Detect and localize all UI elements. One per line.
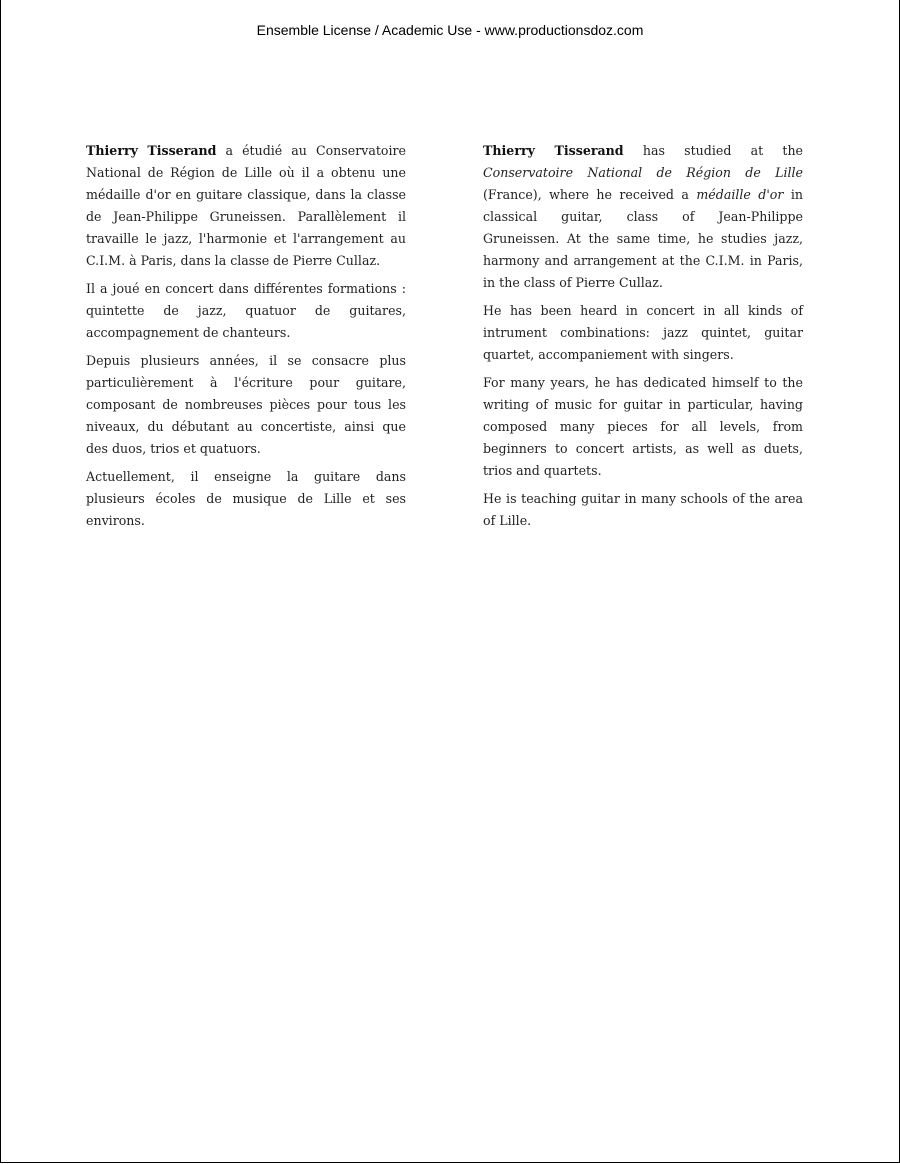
english-paragraph-1-text: (France), where he received a — [483, 187, 697, 202]
composer-name: Thierry Tisserand — [86, 143, 217, 158]
english-paragraph-1 — [483, 140, 803, 294]
english-paragraph-2: He has been heard in concert in all kinds of intrument combinations: jazz quintet, guitar quartet, accompaniement with singers. — [483, 303, 803, 362]
english-biography — [483, 140, 803, 538]
french-paragraph-1-text: a étudié au Conservatoire National de Région de Lille où il a obtenu une médaille d'or en guitare classique, dans la classe de Jean-Philippe Gruneissen. Parallèlement il travaille le jazz, l'harmonie et l'arrangement au C.I.M. à Paris, dans la classe de Pierre Cullaz. — [86, 143, 406, 268]
license-header: Ensemble License / Academic Use - www.productionsdoz.com — [256, 22, 644, 38]
english-paragraph-4: He is teaching guitar in many schools of the area of Lille. — [483, 491, 803, 528]
english-paragraph-1-text: has studied at the — [623, 143, 804, 158]
composer-name: Thierry Tisserand — [483, 143, 624, 158]
french-paragraph-2: Il a joué en concert dans différentes formations : quintette de jazz, quatuor de guitares, accompagnement de chanteurs. — [86, 281, 406, 340]
conservatoire-name: Conservatoire National de Région de Lille — [483, 165, 803, 180]
french-paragraph-1 — [86, 140, 406, 272]
medal-term: médaille d'or — [696, 187, 784, 202]
french-paragraph-4: Actuellement, il enseigne la guitare dans plusieurs écoles de musique de Lille et ses environs. — [86, 469, 406, 528]
french-biography — [86, 140, 406, 538]
french-paragraph-3: Depuis plusieurs années, il se consacre plus particulièrement à l'écriture pour guitare, composant de nombreuses pièces pour tous les niveaux, du débutant au concertiste, ainsi que des duos, trios et quatuors. — [86, 353, 406, 456]
english-paragraph-1-text: in classical guitar, class of Jean-Philippe Gruneissen. At the same time, he studies jazz, harmony and arrangement at the C.I.M. in Paris, in the class of Pierre Cullaz. — [483, 187, 803, 290]
english-paragraph-3: For many years, he has dedicated himself to the writing of music for guitar in particular, having composed many pieces for all levels, from beginners to concert artists, as well as duets, trios and quartets. — [483, 375, 803, 478]
